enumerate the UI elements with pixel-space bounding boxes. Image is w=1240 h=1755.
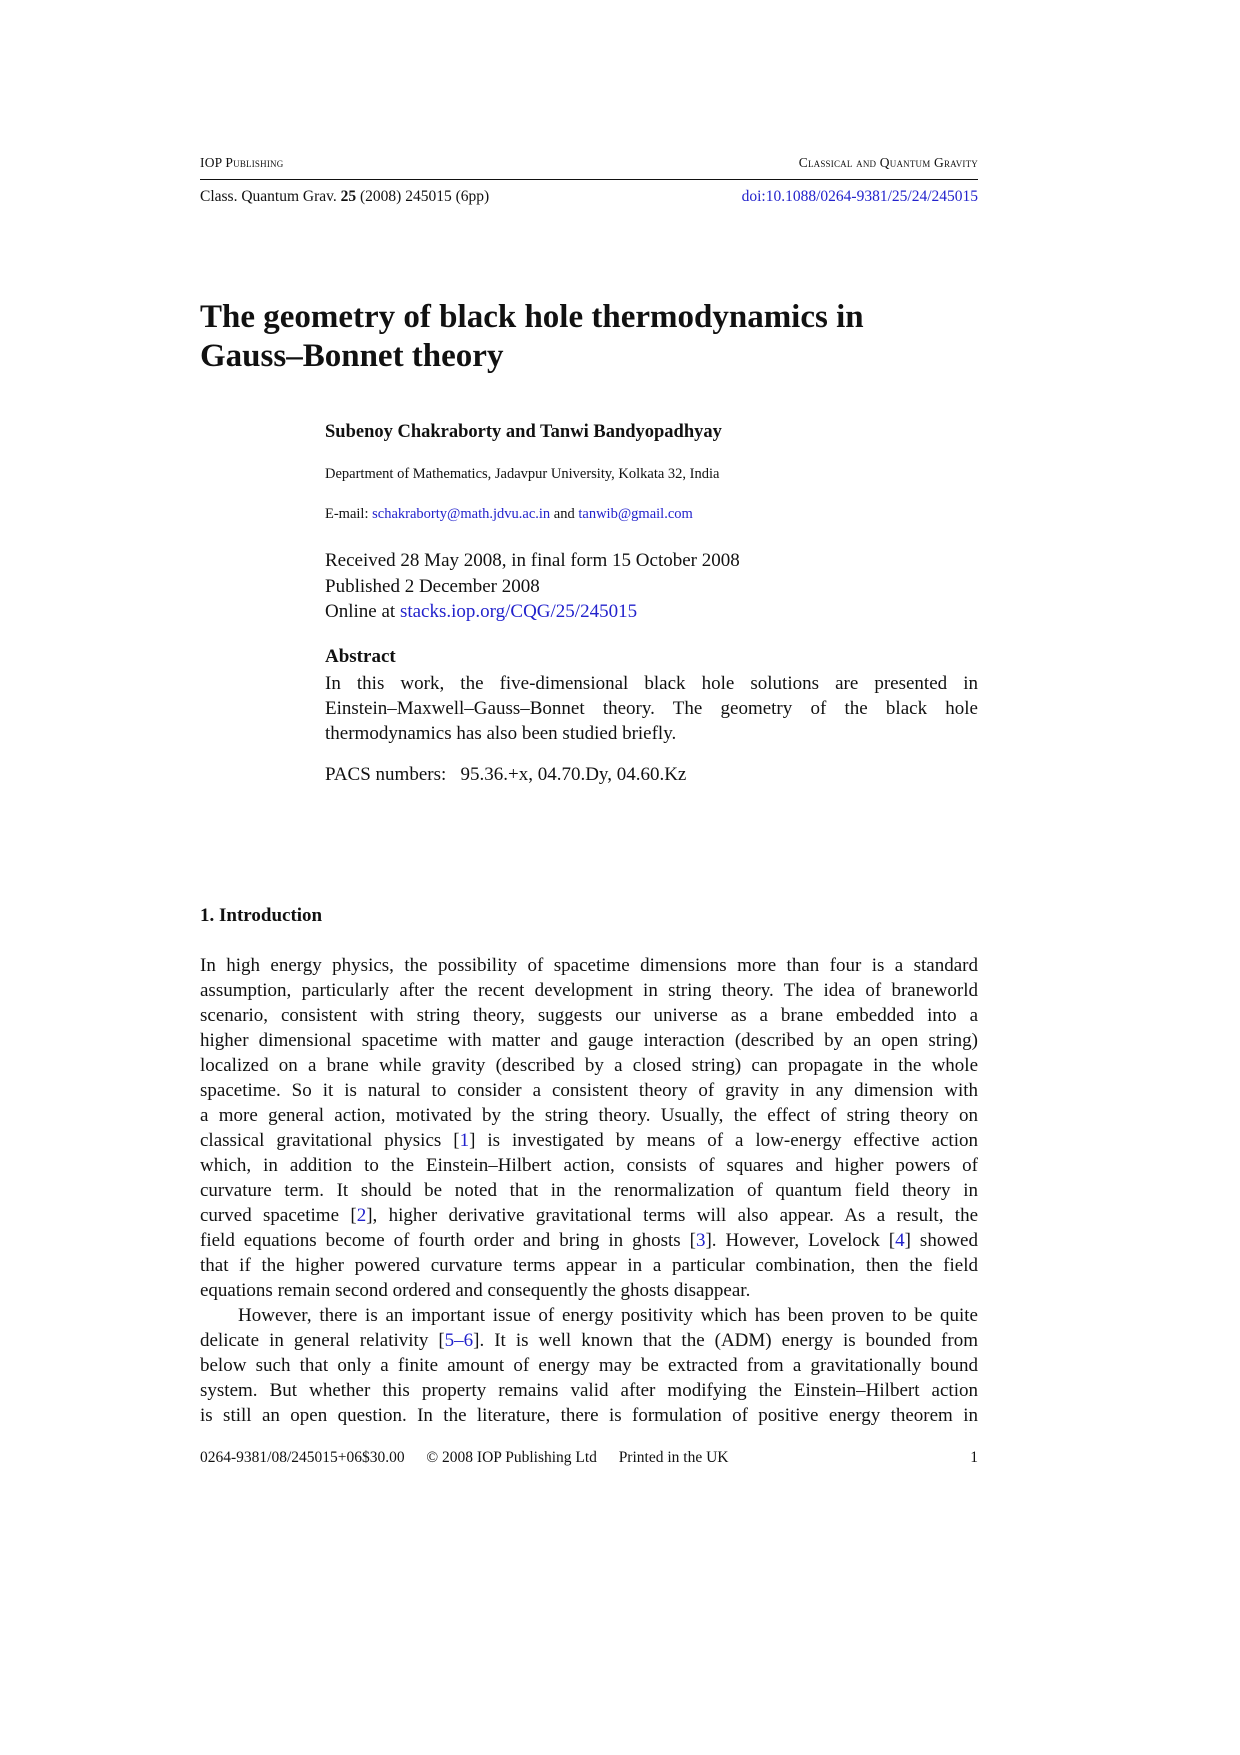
- volume: 25: [340, 188, 357, 205]
- page-number: 1: [970, 1449, 978, 1466]
- online-line: Online at stacks.iop.org/CQG/25/245015: [325, 601, 638, 622]
- text-line: spacetime. So it is natural to consider a consistent theory of gravity in any dimension with: [200, 1080, 978, 1101]
- text-line: higher dimensional spacetime with matter and gauge interaction (described by an open string): [200, 1030, 978, 1051]
- publisher-name: IOP Publishing: [200, 155, 284, 170]
- abstract-line: Einstein–Maxwell–Gauss–Bonnet theory. The geometry of the black hole: [325, 698, 978, 719]
- publication-dates: [325, 548, 978, 625]
- citation-ref-2[interactable]: 2: [356, 1205, 367, 1226]
- printed-in: Printed in the UK: [618, 1449, 729, 1466]
- text-line: curvature term. It should be noted that in the renormalization of quantum field theory in: [200, 1180, 978, 1201]
- text-line: a more general action, motivated by the string theory. Usually, the effect of string theory on: [200, 1105, 978, 1126]
- page-footer: [200, 1449, 978, 1467]
- text-line: assumption, particularly after the recent development in string theory. The idea of braneworld: [200, 980, 978, 1001]
- header-rule: [200, 179, 978, 180]
- published-date: Published 2 December 2008: [325, 575, 540, 597]
- citation-ref-1[interactable]: 1: [459, 1130, 470, 1151]
- text-line: classical gravitational physics [1] is investigated by means of a low-energy effective action: [200, 1130, 978, 1151]
- text-line: field equations become of fourth order and bring in ghosts [3]. However, Lovelock [4] showed: [200, 1230, 978, 1251]
- online-link[interactable]: stacks.iop.org/CQG/25/245015: [399, 601, 638, 622]
- text-line: which, in addition to the Einstein–Hilbert action, consists of squares and higher powers of: [200, 1155, 978, 1176]
- text-line: is still an open question. In the literature, there is formulation of positive energy theorem in: [200, 1405, 978, 1426]
- copyright: © 2008 IOP Publishing Ltd: [426, 1449, 597, 1466]
- text-line: In high energy physics, the possibility of spacetime dimensions more than four is a standard: [200, 955, 978, 976]
- email-link-1[interactable]: schakraborty@math.jdvu.ac.in: [372, 506, 551, 522]
- pacs-numbers: PACS numbers: 95.36.+x, 04.70.Dy, 04.60.Kz: [325, 764, 687, 785]
- received-date: Received 28 May 2008, in final form 15 October 2008: [325, 550, 740, 571]
- text-line: equations remain second ordered and consequently the ghosts disappear.: [200, 1280, 751, 1301]
- affiliation: Department of Mathematics, Jadavpur University, Kolkata 32, India: [325, 466, 720, 482]
- introduction-body: [200, 953, 978, 1428]
- email-line: E-mail: schakraborty@math.jdvu.ac.in and tanwib@gmail.com: [325, 506, 693, 522]
- citation: Class. Quantum Grav. 25 (2008) 245015 (6pp): [200, 188, 490, 205]
- text-line: below such that only a finite amount of energy may be extracted from a gravitationally bound: [200, 1355, 978, 1376]
- citation-ref-4[interactable]: 4: [895, 1230, 905, 1251]
- text-line: localized on a brane while gravity (described by a closed string) can propagate in the whole: [200, 1055, 978, 1076]
- author-list: Subenoy Chakraborty and Tanwi Bandyopadhyay: [325, 422, 722, 442]
- abstract-heading: Abstract: [325, 646, 396, 667]
- abstract-line: thermodynamics has also been studied briefly.: [325, 723, 677, 744]
- text-line: that if the higher powered curvature terms appear in a particular combination, then the field: [200, 1255, 978, 1276]
- doi-link[interactable]: doi:10.1088/0264-9381/25/24/245015: [741, 188, 978, 205]
- text-line: delicate in general relativity [5–6]. It is well known that the (ADM) energy is bounded from: [200, 1330, 978, 1351]
- abstract-body: [325, 671, 978, 746]
- text-line: scenario, consistent with string theory, suggests our universe as a brane embedded into a: [200, 1005, 978, 1026]
- text-line: curved spacetime [2], higher derivative gravitational terms will also appear. As a result, the: [200, 1205, 978, 1226]
- citation-ref-5-6[interactable]: 5–6: [444, 1330, 474, 1351]
- issn-price: 0264-9381/08/245015+06$30.00: [200, 1449, 405, 1466]
- journal-name: Classical and Quantum Gravity: [798, 155, 978, 170]
- section-heading: 1. Introduction: [200, 905, 323, 926]
- email-link-2[interactable]: tanwib@gmail.com: [578, 506, 693, 522]
- text-line: However, there is an important issue of energy positivity which has been proven to be quite: [238, 1305, 978, 1326]
- citation-ref-3[interactable]: 3: [695, 1230, 706, 1251]
- text-line: system. But whether this property remains valid after modifying the Einstein–Hilbert action: [200, 1380, 978, 1401]
- abstract-line: In this work, the five-dimensional black hole solutions are presented in: [325, 673, 978, 694]
- paper-title: The geometry of black hole thermodynamics in Gauss–Bonnet theory: [200, 299, 864, 374]
